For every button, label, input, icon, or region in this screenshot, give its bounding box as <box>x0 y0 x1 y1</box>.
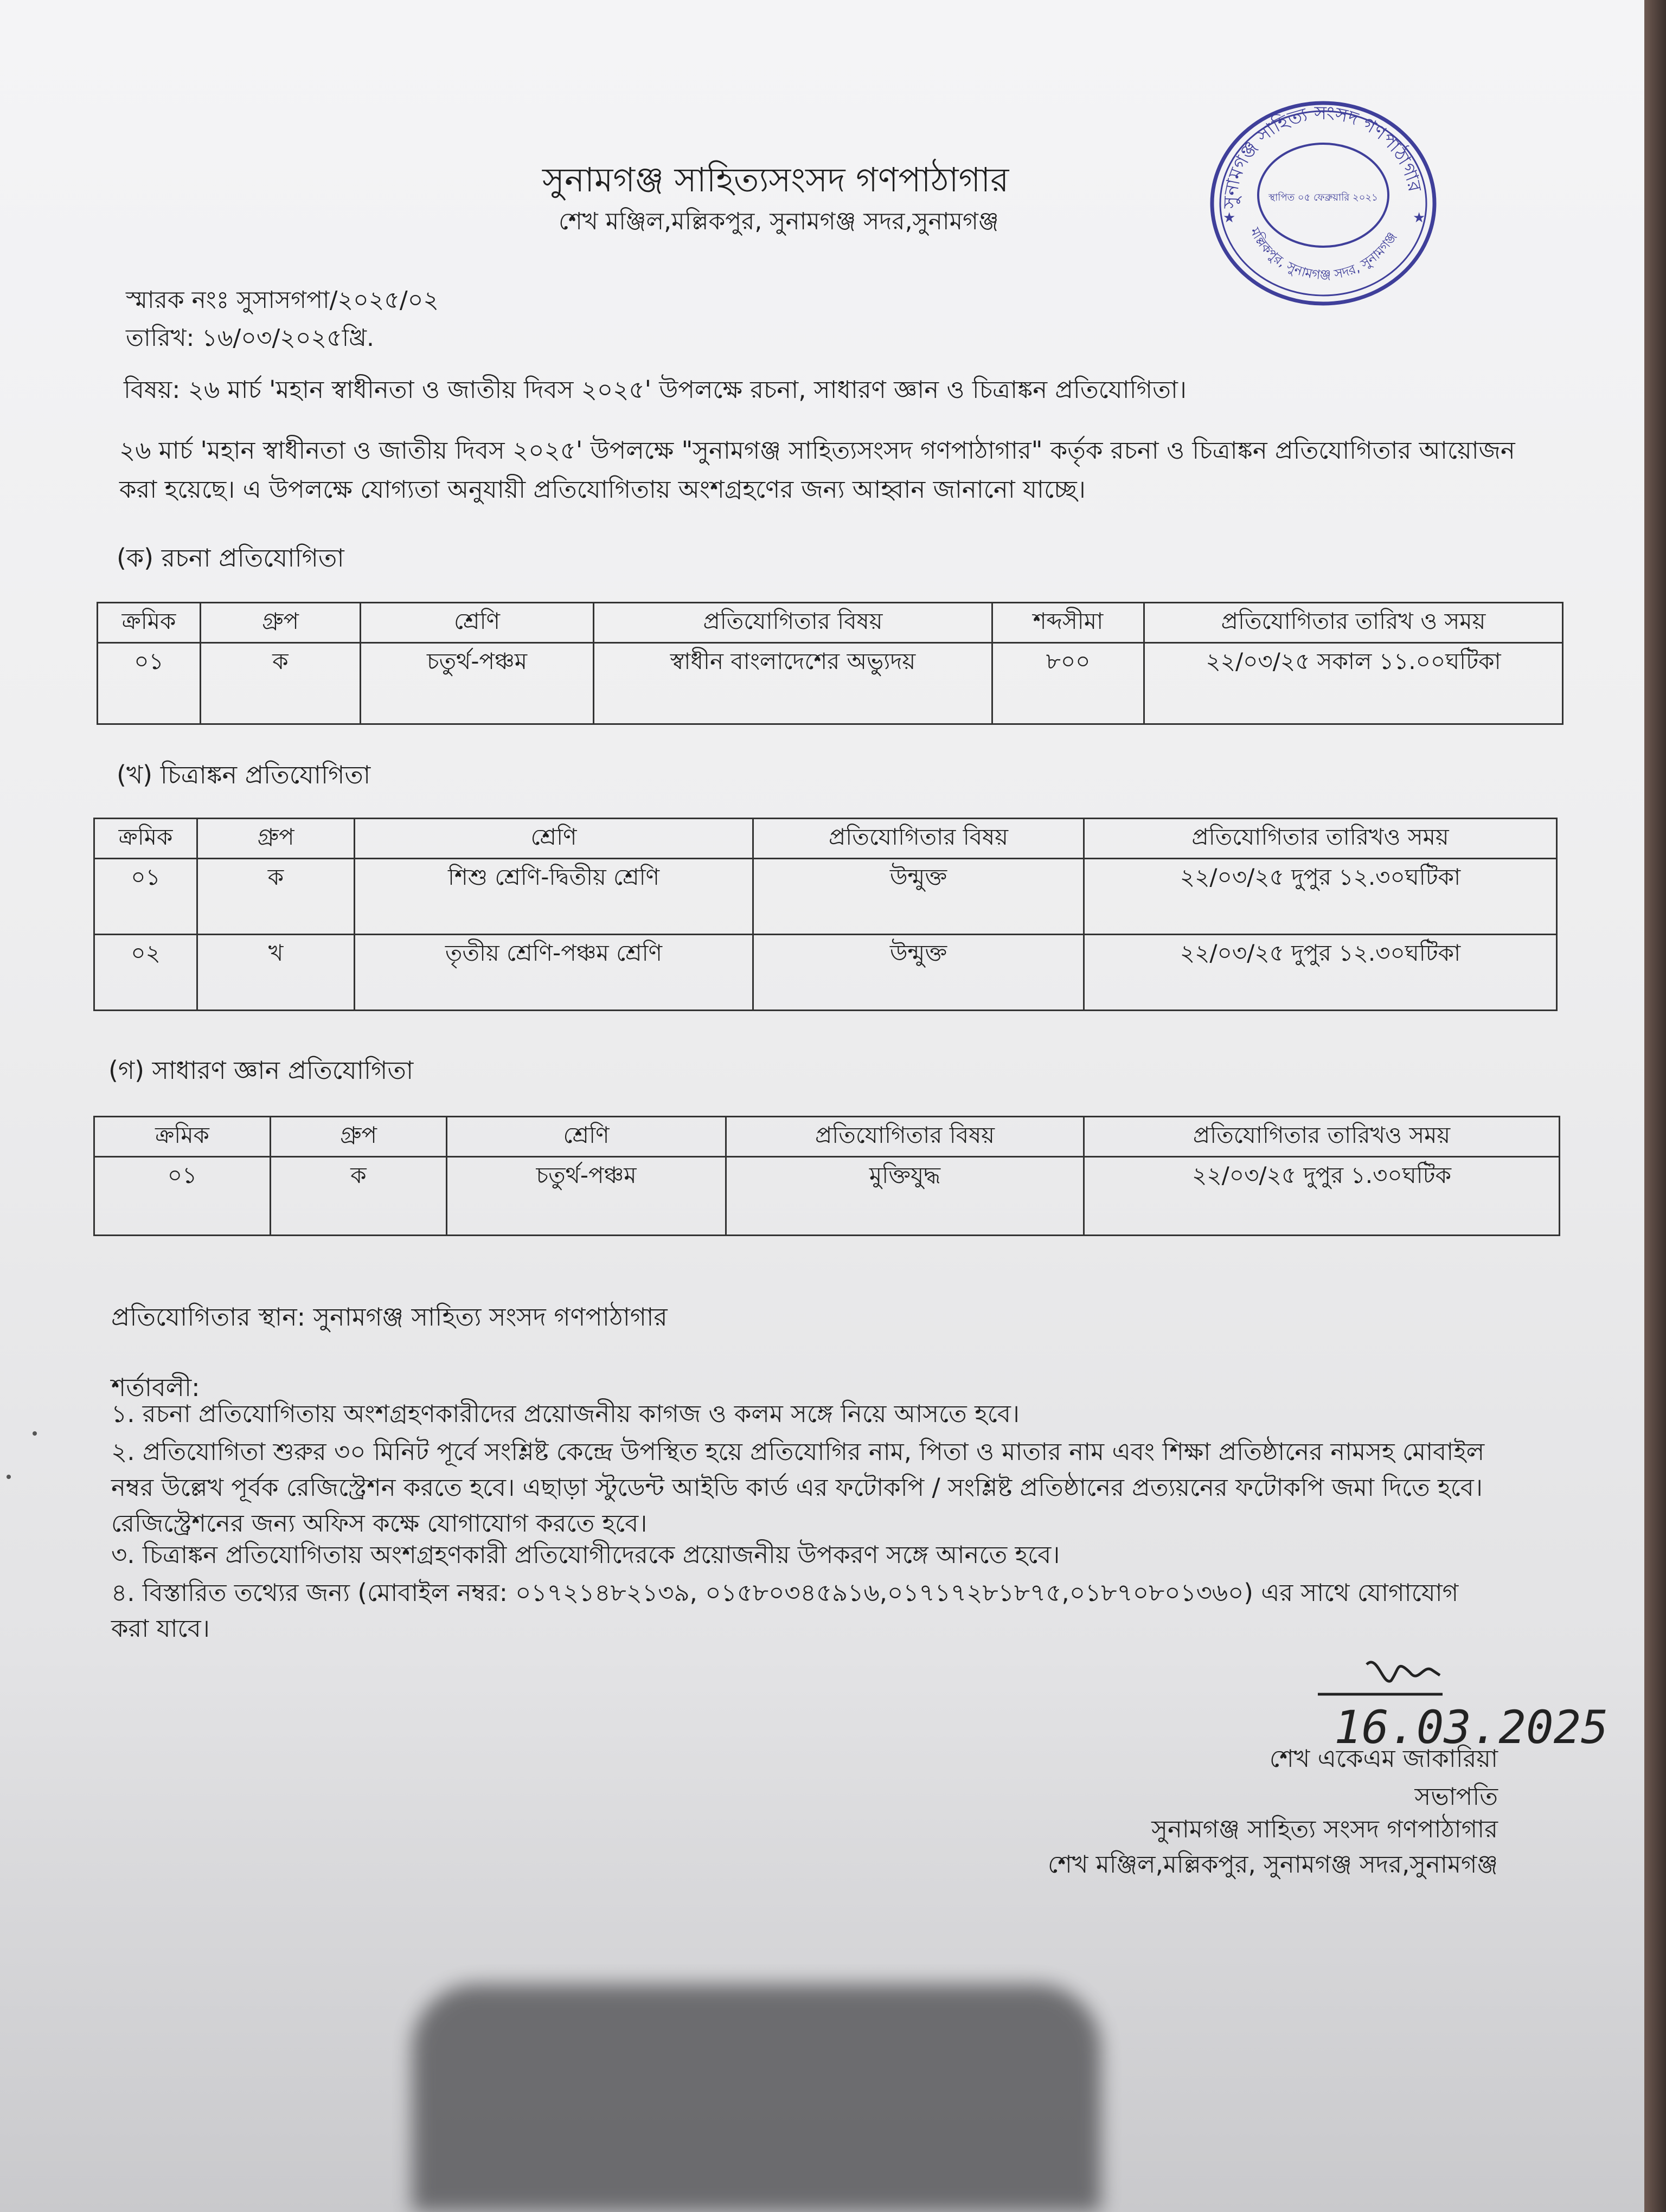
col-header-class: শ্রেণি <box>447 1117 726 1157</box>
condition-item-2: ২. প্রতিযোগিতা শুরুর ৩০ মিনিট পূর্বে সংশ্লিষ্ট কেন্দ্রে উপস্থিত হয়ে প্রতিযোগির নাম, পিতা ও মাতার নাম এবং শিক্ষা প্রতিষ্ঠানের নামসহ মোবাইল নম্বর উল্লেখ পূর্বক রেজিস্ট্রেশন করতে হবে। এছাড়া স্টুডেন্ট আইডি কার্ড এর ফটোকপি / সংশ্লিষ্ট প্রতিষ্ঠানের প্রত্যয়নের ফটোকপি জমা দিতে হবে। রেজিস্ট্রেশনের জন্য অফিস কক্ষে যোগাযোগ করতে হবে। <box>111 1437 1485 1538</box>
condition-item-4: ৪. বিস্তারিত তথ্যের জন্য (মোবাইল নম্বর: ০১৭২১৪৮২১৩৯, ০১৫৮০৩৪৫৯১৬,০১৭১৭২৮১৮৭৫,০১৮৭০৮০১৩৬০) এর সাথে যোগাযোগ করা যাবে। <box>111 1578 1459 1643</box>
essay-section-title: (ক) রচনা প্রতিযোগিতা <box>117 543 344 573</box>
cell-group: খ <box>197 935 355 1011</box>
table-row <box>94 859 1557 935</box>
drawing-section-title: (খ) চিত্রাঙ্কন প্রতিযোগিতা <box>117 760 371 789</box>
table-row <box>94 935 1557 1011</box>
handwritten-date: 16.03.2025 <box>1334 1701 1609 1751</box>
subject-line: বিষয়: ২৬ মার্চ 'মহান স্বাধীনতা ও জাতীয় দিবস ২০২৫' উপলক্ষে রচনা, সাধারণ জ্ঞান ও চিত্রাঙ্কন প্রতিযোগিতা। <box>124 375 1187 404</box>
signatory-designation: সভাপতি <box>1414 1782 1498 1811</box>
paper-speck <box>33 1431 37 1436</box>
signatory-organization: সুনামগঞ্জ সাহিত্য সংসদ গণপাঠাগার <box>1151 1815 1498 1843</box>
cell-topic: মুক্তিযুদ্ধ <box>726 1157 1084 1236</box>
condition-item-3: ৩. চিত্রাঙ্কন প্রতিযোগিতায় অংশগ্রহণকারী প্রতিযোগীদেরকে প্রয়োজনীয় উপকরণ সঙ্গে আনতে হবে। <box>111 1540 1060 1569</box>
stamp-bottom-text: মল্লিকপুর, সুনামগঞ্জ সদর, সুনামগঞ্জ <box>1247 225 1400 283</box>
cell-topic: উন্মুক্ত <box>753 859 1084 935</box>
col-header-serial: ক্রমিক <box>98 603 201 643</box>
col-header-group: গ্রুপ <box>197 819 355 859</box>
cell-serial: ০১ <box>94 1157 271 1236</box>
col-header-serial: ক্রমিক <box>94 1117 271 1157</box>
cell-date-time: ২২/০৩/২৫ দুপুর ১২.৩০ঘটিকা <box>1084 859 1557 935</box>
drawing-table <box>93 818 1558 1011</box>
notice-body: ২৬ মার্চ 'মহান স্বাধীনতা ও জাতীয় দিবস ২০২৫' উপলক্ষে "সুনামগঞ্জ সাহিত্যসংসদ গণপাঠাগার" কর্তৃক রচনা ও চিত্রাঙ্কন প্রতিযোগিতার আয়োজন করা হয়েছে। এ উপলক্ষে যোগ্যতা অনুযায়ী প্রতিযোগিতায় অংশগ্রহণের জন্য আহ্বান জানানো যাচ্ছে। <box>119 436 1515 504</box>
col-header-topic: প্রতিযোগিতার বিষয় <box>726 1117 1084 1157</box>
table-row <box>98 643 1563 724</box>
col-header-topic: প্রতিযোগিতার বিষয় <box>753 819 1084 859</box>
handwritten-signature <box>1302 1643 1649 1751</box>
organization-seal-stamp <box>1199 95 1448 312</box>
cell-class: চতুর্থ-পঞ্চম <box>447 1157 726 1236</box>
svg-text:★: ★ <box>1223 210 1236 226</box>
col-header-date-time: প্রতিযোগিতার তারিখ ও সময় <box>1144 603 1563 643</box>
col-header-word-limit: শব্দসীমা <box>992 603 1144 643</box>
phone-shadow <box>412 1984 1101 2212</box>
col-header-serial: ক্রমিক <box>94 819 197 859</box>
cell-serial: ০১ <box>98 643 201 724</box>
table-row <box>94 1157 1560 1236</box>
memo-reference: স্মারক নংঃ সুসাসগপা/২০২৫/০২ <box>126 286 439 314</box>
col-header-topic: প্রতিযোগিতার বিষয় <box>594 603 992 643</box>
cell-group: ক <box>197 859 355 935</box>
condition-item-1: ১. রচনা প্রতিযোগিতায় অংশগ্রহণকারীদের প্রয়োজনীয় কাগজ ও কলম সঙ্গে নিয়ে আসতে হবে। <box>111 1399 1020 1428</box>
cell-serial: ০২ <box>94 935 197 1011</box>
cell-date-time: ২২/০৩/২৫ সকাল ১১.০০ঘটিকা <box>1144 643 1563 724</box>
cell-word-limit: ৮০০ <box>992 643 1144 724</box>
cell-date-time: ২২/০৩/২৫ দুপুর ১.৩০ঘটিক <box>1084 1157 1560 1236</box>
cell-serial: ০১ <box>94 859 197 935</box>
col-header-group: গ্রুপ <box>271 1117 447 1157</box>
col-header-class: শ্রেণি <box>361 603 594 643</box>
background-fabric <box>1644 0 1666 2212</box>
col-header-date-time: প্রতিযোগিতার তারিখও সময় <box>1084 819 1557 859</box>
gk-table <box>93 1116 1560 1236</box>
col-header-group: গ্রুপ <box>201 603 361 643</box>
cell-class: শিশু শ্রেণি-দ্বিতীয় শ্রেণি <box>355 859 753 935</box>
cell-date-time: ২২/০৩/২৫ দুপুর ১২.৩০ঘটিকা <box>1084 935 1557 1011</box>
signatory-address: শেখ মঞ্জিল,মল্লিকপুর, সুনামগঞ্জ সদর,সুনামগঞ্জ <box>1048 1850 1498 1879</box>
svg-text:মল্লিকপুর, সুনামগঞ্জ সদর, সুনা <box>1247 224 1400 282</box>
cell-topic: উন্মুক্ত <box>753 935 1084 1011</box>
stamp-inner-text: স্থাপিত ০৫ ফেব্রুয়ারি ২০২১ <box>1268 192 1378 203</box>
org-title: সুনামগঞ্জ সাহিত্যসংসদ গণপাঠাগার <box>542 160 1009 200</box>
cell-topic: স্বাধীন বাংলাদেশের অভ্যুদয় <box>594 643 992 724</box>
cell-group: ক <box>271 1157 447 1236</box>
svg-text:★: ★ <box>1413 210 1426 226</box>
paper-speck <box>7 1475 11 1479</box>
venue-line: প্রতিযোগিতার স্থান: সুনামগঞ্জ সাহিত্য সংসদ গণপাঠাগার <box>111 1302 668 1332</box>
essay-table <box>97 602 1564 725</box>
col-header-date-time: প্রতিযোগিতার তারিখও সময় <box>1084 1117 1560 1157</box>
memo-date: তারিখ: ১৬/০৩/২০২৫খ্রি. <box>126 324 374 352</box>
gk-section-title: (গ) সাধারণ জ্ঞান প্রতিযোগিতা <box>108 1056 414 1085</box>
cell-class: তৃতীয় শ্রেণি-পঞ্চম শ্রেণি <box>355 935 753 1011</box>
conditions-title: শর্তাবলী: <box>111 1373 200 1402</box>
org-address: শেখ মঞ্জিল,মল্লিকপুর, সুনামগঞ্জ সদর,সুনামগঞ্জ <box>559 208 999 235</box>
cell-class: চতুর্থ-পঞ্চম <box>361 643 594 724</box>
signatory-name: শেখ একেএম জাকারিয়া <box>1269 1744 1498 1773</box>
stamp-outer-text: সুনামগঞ্জ সাহিত্য সংসদ গণপাঠাগার <box>1219 102 1426 209</box>
col-header-class: শ্রেণি <box>355 819 753 859</box>
cell-group: ক <box>201 643 361 724</box>
